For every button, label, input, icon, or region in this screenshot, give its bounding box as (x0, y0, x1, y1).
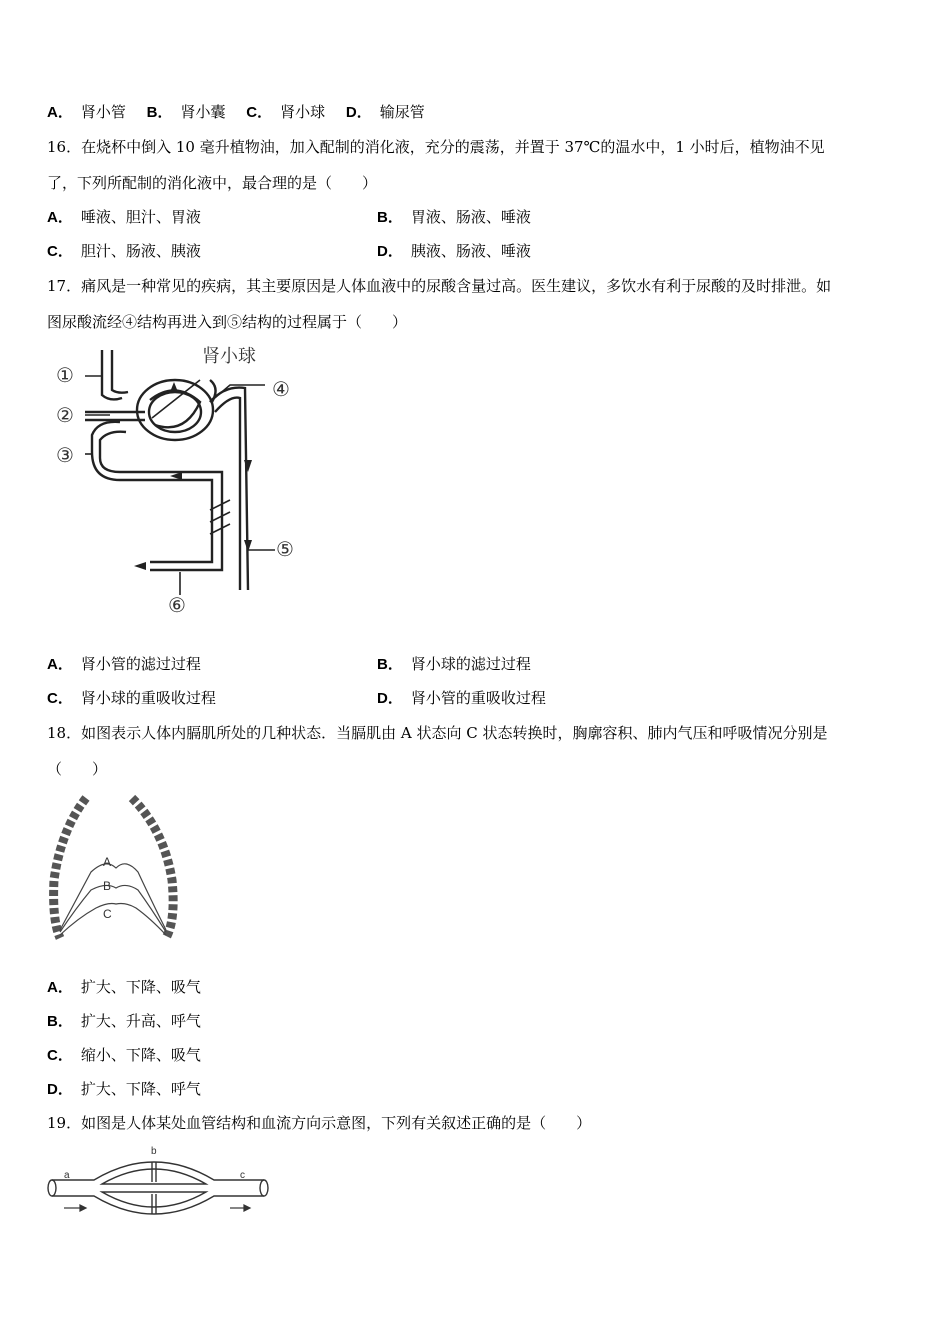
q18-option-d (47, 1079, 201, 1100)
q16-option-c (47, 241, 201, 262)
q17-option-d-label: D． (377, 690, 403, 707)
q16-stem-line1: 16．在烧杯中倒入 10 毫升植物油，加入配制的消化液，充分的震荡，并置于 37℃的温水中，1 小时后，植物油不见 (47, 138, 825, 156)
q18-stem-line1: 18．如图表示人体内膈肌所处的几种状态．当膈肌由 A 状态向 C 状态转换时，胸廓容积、肺内气压和呼吸情况分别是 (47, 724, 828, 742)
q18-option-c-label: C． (47, 1047, 73, 1064)
q17-stem-line1: 17．痛风是一种常见的疾病，其主要原因是人体血液中的尿酸含量过高。医生建议，多饮水有利于尿酸的及时排泄。如 (47, 277, 832, 295)
q16-option-d (377, 241, 531, 262)
q18-option-c-text: 缩小、下降、吸气 (80, 1046, 201, 1064)
q18-option-a (47, 977, 201, 998)
q17-option-b-label: B． (377, 656, 403, 673)
blood-vessel-diagram (44, 1142, 270, 1228)
q18-option-d-label: D． (47, 1081, 73, 1098)
q16-option-a (47, 207, 201, 228)
q18-option-a-label: A． (47, 979, 73, 996)
q18-option-b (47, 1011, 201, 1032)
vessel-label-a: a (64, 1170, 70, 1181)
q15-option-a-text: 肾小管 (80, 103, 126, 121)
q16-option-d-text: 胰液、肠液、唾液 (410, 242, 531, 260)
q15-options (47, 102, 425, 123)
q17-stem-line2: 图尿酸流经④结构再进入到⑤结构的过程属于（ ） (47, 313, 408, 331)
diaphragm-label-a: A (103, 855, 112, 869)
q18-option-c (47, 1045, 201, 1066)
q17-option-a-label: A． (47, 656, 73, 673)
diaphragm-label-b: B (103, 879, 112, 893)
q17-option-c-label: C． (47, 690, 73, 707)
q15-option-c-text: 肾小球 (280, 103, 326, 121)
q17-option-a-text: 肾小管的滤过过程 (80, 655, 201, 673)
q15-option-c-label: C． (246, 104, 273, 121)
q16-option-b (377, 207, 531, 228)
marker-4: ④ (272, 379, 290, 401)
vessel-label-c: c (240, 1170, 245, 1181)
q16-option-c-label: C． (47, 243, 73, 260)
marker-3: ③ (56, 445, 74, 467)
q16-option-b-text: 胃液、肠液、唾液 (410, 208, 531, 226)
q17-option-d (377, 688, 546, 709)
q18-option-b-label: B． (47, 1013, 73, 1030)
marker-6: ⑥ (168, 595, 186, 617)
q17-option-a (47, 654, 201, 675)
q18-option-b-text: 扩大、升高、呼气 (80, 1012, 201, 1030)
q17-option-c (47, 688, 216, 709)
q16-stem-line2: 了，下列所配制的消化液中，最合理的是（ ） (47, 174, 378, 192)
q16-option-a-label: A． (47, 209, 73, 226)
nephron-diagram (50, 340, 310, 620)
q18-option-a-text: 扩大、下降、吸气 (80, 978, 201, 996)
q17-option-c-text: 肾小球的重吸收过程 (80, 689, 216, 707)
vessel-label-b: b (151, 1146, 157, 1157)
q18-stem-line2: （ ） (47, 760, 108, 778)
q15-option-a-label: A． (47, 104, 73, 121)
q15-option-d-label: D． (345, 104, 372, 121)
q16-option-b-label: B． (377, 209, 403, 226)
q17-option-b (377, 654, 531, 675)
nephron-title: 肾小球 (202, 346, 256, 366)
q18-option-d-text: 扩大、下降、呼气 (80, 1080, 201, 1098)
diaphragm-label-c: C (103, 907, 112, 921)
q16-option-c-text: 胆汁、肠液、胰液 (80, 242, 201, 260)
q17-option-b-text: 肾小球的滤过过程 (410, 655, 531, 673)
q16-option-d-label: D． (377, 243, 403, 260)
q15-option-b-text: 肾小囊 (180, 103, 226, 121)
diaphragm-diagram (46, 790, 196, 950)
q19-stem-line1: 19．如图是人体某处血管结构和血流方向示意图，下列有关叙述正确的是（ ） (47, 1114, 592, 1132)
q15-option-b-label: B． (146, 104, 173, 121)
marker-5: ⑤ (276, 539, 294, 561)
q16-option-a-text: 唾液、胆汁、胃液 (80, 208, 201, 226)
q15-option-d-text: 输尿管 (379, 103, 425, 121)
marker-1: ① (56, 365, 74, 387)
q17-option-d-text: 肾小管的重吸收过程 (410, 689, 546, 707)
marker-2: ② (56, 405, 74, 427)
